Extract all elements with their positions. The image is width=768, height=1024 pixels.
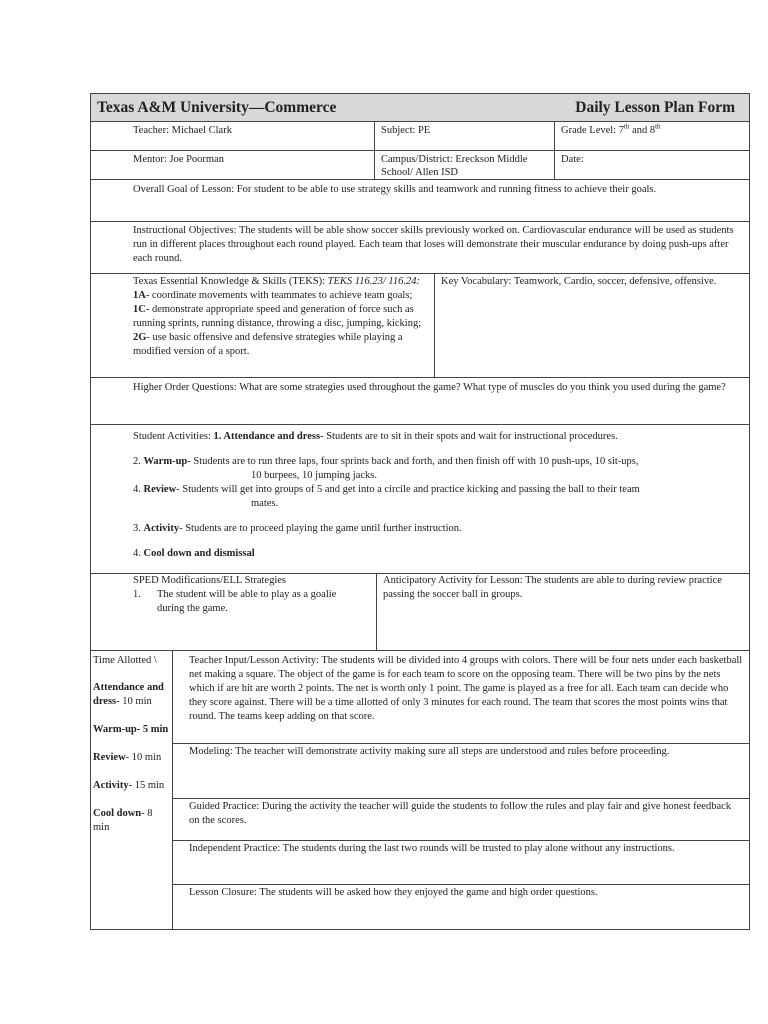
- time-allotted: Time Allotted \ Attendance and dress- 10 min Warm-up- 5 min Review- 10 min Activity- 15 min Cool down- 8 min: [91, 651, 173, 929]
- goal-row: [91, 179, 749, 221]
- anticipatory-activity: Anticipatory Activity for Lesson: The students are able to during review practice passing the soccer ball in groups.: [376, 574, 749, 650]
- campus-field: Campus/District: Ereckson Middle School/ Allen ISD: [374, 151, 554, 179]
- teks-row: [91, 273, 749, 377]
- time-review: Review- 10 min: [93, 752, 162, 763]
- activity-2: 2. Warm-up- Students are to run three laps, four sprints back and forth, and then finish off with 10 push-ups, 10 sit-ups,: [133, 456, 639, 467]
- form-title: Daily Lesson Plan Form: [575, 98, 735, 116]
- sped-row: [91, 573, 749, 650]
- overall-goal: Overall Goal of Lesson: For student to be able to use strategy skills and teamwork and running fitness to achieve their goals.: [133, 184, 657, 195]
- hoq-row: [91, 377, 749, 424]
- lesson-plan-form: [90, 93, 750, 930]
- activity-1: Student Activities: 1. Attendance and dress- Students are to sit in their spots and wait for instructional procedures.: [133, 431, 618, 442]
- activities-row: [91, 424, 749, 573]
- objectives-row: [91, 221, 749, 273]
- institution-title: Texas A&M University—Commerce: [97, 98, 337, 116]
- higher-order-questions: Higher Order Questions: What are some strategies used throughout the game? What type of muscles do you think you used during the game?: [133, 382, 726, 393]
- teacher-field: Teacher: Michael Clark: [133, 125, 232, 136]
- grade-level-field: Grade Level: 7th and 8th: [554, 122, 749, 150]
- independent-practice: Independent Practice: The students during the last two rounds will be trusted to play alone without any instructions.: [173, 840, 749, 884]
- lesson-closure: Lesson Closure: The students will be asked how they enjoyed the game and high order questions.: [173, 884, 749, 928]
- activity-4: 3. Activity- Students are to proceed playing the game until further instruction.: [133, 523, 462, 534]
- lesson-section: [91, 650, 749, 929]
- time-cooldown: Cool down- 8 min: [93, 808, 153, 833]
- mentor-row: [91, 150, 749, 179]
- sped-item: 1. The student will be able to play as a goalie during the game.: [133, 589, 337, 614]
- teks-field: Texas Essential Knowledge & Skills (TEKS): TEKS 116.23/ 116.24: 1A- coordinate movements with teammates to achieve team goals; 1C- demonstrate appropriate speed and generation of force such as running sprints, running distance, throwing a disc, jumping, kicking; 2G- use basic offensive and defensive strategies while playing a modified version of a sport.: [133, 276, 422, 357]
- time-warmup: Warm-up- 5 min: [93, 724, 169, 735]
- instructional-objectives: Instructional Objectives: The students will be able show soccer skills previously worked on. Cardiovascular endurance will be used as students run in different places throughout each round played. Each team that loses will demonstrate their muscular endurance by doing push-ups after each round.: [133, 225, 734, 264]
- subject-field: Subject: PE: [374, 122, 554, 150]
- time-activity: Activity- 15 min: [93, 780, 165, 791]
- form-header: [91, 94, 749, 121]
- teacher-row: [91, 121, 749, 150]
- modeling: Modeling: The teacher will demonstrate activity making sure all steps are understood and rules before proceeding.: [173, 743, 749, 798]
- key-vocabulary: Key Vocabulary: Teamwork, Cardio, soccer, defensive, offensive.: [434, 274, 749, 377]
- guided-practice: Guided Practice: During the activity the teacher will guide the students to follow the rules and play fair and give honest feedback on the scores.: [173, 798, 749, 840]
- date-field: Date:: [554, 151, 749, 179]
- time-attendance: Attendance and dress- 10 min: [93, 682, 164, 707]
- sped-modifications: SPED Modifications/ELL Strategies 1. The student will be able to play as a goalie during the game.: [91, 574, 376, 650]
- lesson-steps: [173, 651, 749, 929]
- activity-3: 4. Review- Students will get into groups of 5 and get into a circile and practice kicking and passing the ball to their team: [133, 484, 640, 495]
- student-activities: Student Activities: 1. Attendance and dress- Students are to sit in their spots and wait for instructional procedures. 2. Warm-up- Students are to run three laps, four sprints back and forth, and then finish off with 10 push-ups, 10 sit-ups, 10 burpees, 10 jumping jacks. 4. Review- Students will get into groups of 5 and get into a circile and practice kicking and passing the ball to their team mates. 3. Activity- Students are to proceed playing the game until further instruction. 4. Cool down and dismissal: [91, 425, 749, 573]
- teacher-input: Teacher Input/Lesson Activity: The students will be divided into 4 groups with colors. There will be four nets under each basketball net making a square. The object of the game is for each team to score on the opposing team. There will be two pins by the nets which if are hit are worth 2 points. The net is worth only 1 point. The game is played as a free for all. Each team can decide who they score against. There will be a time allotted of only 3 minutes for each round. The team that scores the most points wins that round. The teams keep adding on that score.: [189, 655, 743, 722]
- mentor-field: Mentor: Joe Poorman: [133, 154, 224, 165]
- activity-5: 4. Cool down and dismissal: [133, 548, 255, 559]
